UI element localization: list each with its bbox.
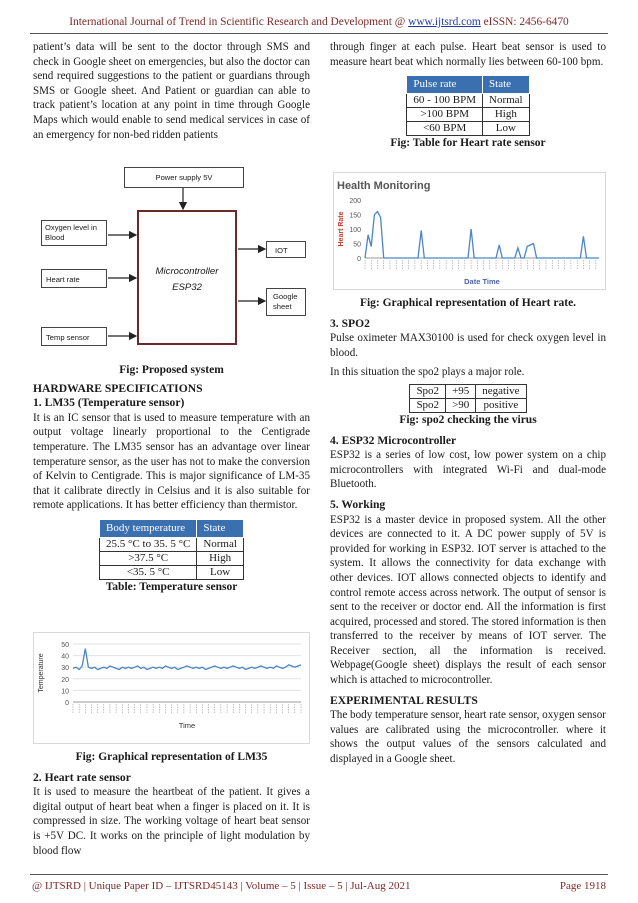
x-axis-label: Time — [178, 721, 196, 730]
lm35-chart-svg — [33, 632, 310, 744]
table-header-row — [100, 519, 244, 537]
y-tick-label: 50 — [61, 642, 69, 649]
table-cell: Spo2 — [410, 398, 446, 412]
table-cell: 60 - 100 BPM — [407, 93, 483, 107]
oxygen-box: Oxygen level in Blood — [41, 220, 107, 246]
heart-rate-chart-svg — [333, 172, 606, 290]
table-cell: Spo2 — [410, 384, 446, 398]
left-column-bottom — [33, 750, 310, 858]
y-tick-label: 200 — [349, 198, 361, 205]
table-cell: negative — [476, 384, 526, 398]
temperature-table — [99, 519, 244, 580]
spo2-paragraph-2: In this situation the spo2 plays a major role. — [330, 366, 525, 379]
y-axis-label: Heart Rate — [338, 211, 345, 247]
heart-rate-box: Heart rate — [41, 269, 107, 288]
spo2-heading: 3. SPO2 — [330, 316, 370, 330]
chart-frame — [34, 633, 310, 744]
lm35-chart — [33, 632, 310, 744]
working-paragraph: ESP32 is a master device in proposed system. All the other devices are connected to it. A DC power supply of 5V is provided for working in ESP32. IOT server is attached to the system. It allows the connectivity for data exchange with other devices. IOT allows connected objects to identify and control remote access across network. The output of sensor is sent to the receiver or doctor end. All the information is first acquired, processed and stored. The stored information is then transferred to the receiver by means of IOT server. The Receiver section, all the information is received. Webpage(Google sheet) displays the result of each sensor which is attached to microcontroller. — [330, 513, 606, 687]
x-axis-label: Date Time — [464, 277, 500, 286]
mcu-model-label: ESP32 — [172, 282, 202, 293]
page-footer — [32, 880, 606, 892]
table-row — [407, 121, 529, 135]
y-tick-label: 50 — [353, 241, 361, 249]
esp32-paragraph: ESP32 is a series of low cost, low power system on a chip microcontrollers with integrated Wi-Fi and dual-mode Bluetooth. — [330, 449, 606, 491]
chart-title: Health Monitoring — [337, 180, 431, 192]
temperature-table-caption: Table: Temperature sensor — [105, 580, 238, 593]
table-header-cell: State — [197, 519, 244, 537]
y-tick-label: 150 — [349, 212, 361, 220]
table-row — [407, 93, 529, 107]
table-header-cell: State — [483, 76, 530, 94]
right-column-lower — [330, 296, 606, 767]
heart-rate-continued: through finger at each pulse. Heart beat sensor is used to measure heart beat which normally lies between 60-100 bpm. — [330, 41, 606, 68]
table-cell: >100 BPM — [407, 107, 483, 121]
table-cell: High — [197, 551, 244, 565]
table-cell: <35. 5 °C — [100, 565, 197, 579]
pulse-table — [406, 75, 529, 136]
y-tick-label: 40 — [61, 653, 69, 661]
table-row — [410, 384, 526, 398]
y-tick-label: 20 — [61, 676, 69, 684]
fig-caption-heart-rate: Fig: Graphical representation of Heart rate. — [359, 297, 577, 309]
spo2-caption: Fig: spo2 checking the virus — [399, 413, 537, 426]
working-heading: 5. Working — [330, 497, 386, 511]
power-supply-box: Power supply 5V — [124, 167, 244, 188]
y-tick-label: 30 — [61, 665, 69, 673]
table-cell: +95 — [446, 384, 476, 398]
heart-rate-paragraph: It is used to measure the heartbeat of the patient. It gives a digital output of heart beat when a finger is placed on it. It is compressed in size. The working voltage of heart beat sensor is +5V DC. It works on the principle of light modulation by blood flow — [33, 786, 310, 857]
header-rule — [30, 33, 608, 34]
experimental-results-heading: EXPERIMENTAL RESULTS — [330, 693, 478, 707]
iot-box: IOT — [266, 241, 306, 258]
y-tick-label: 0 — [357, 256, 361, 263]
table-cell: positive — [476, 398, 526, 412]
lm35-paragraph: It is an IC sensor that is used to measure temperature with an output voltage linearly proportional to the Centigrade temperature. The LM35 sensor has an advantage over linear temperature sensor, as the user has not to make the conversion of Kelvin to Centigrade. This is major significance of LM-35 that it calibrate directly in Celsius and it is also suitable for remote applications. It has better efficiency than thermistor. — [33, 411, 310, 512]
table-cell: >37.5 °C — [100, 551, 197, 565]
spo2-table — [409, 384, 526, 413]
left-column — [33, 40, 310, 142]
fig-caption-system: Fig: Proposed system — [119, 364, 224, 376]
mcu-label: Microcontroller — [155, 266, 219, 277]
table-header-cell: Body temperature — [100, 519, 197, 537]
left-column-lower — [33, 363, 310, 594]
right-column — [330, 40, 606, 150]
table-cell: Normal — [483, 93, 530, 107]
footer-rule — [30, 874, 608, 875]
pulse-table-caption: Fig: Table for Heart rate sensor — [390, 136, 546, 149]
hardware-heading: HARDWARE SPECIFICATIONS — [33, 381, 203, 395]
experimental-results-paragraph: The body temperature sensor, heart rate sensor, oxygen sensor values are calibrated using the microcontroller. where it shows the output values of the sensors calculated and displayed in a Google sheet. — [330, 709, 606, 766]
table-cell: High — [483, 107, 530, 121]
table-cell: 25.5 °C to 35. 5 °C — [100, 537, 197, 551]
google-sheet-box: Google sheet — [266, 288, 306, 316]
y-tick-label: 100 — [349, 227, 361, 234]
esp32-heading: 4. ESP32 Microcontroller — [330, 433, 457, 447]
table-cell: Low — [197, 565, 244, 579]
table-row — [100, 537, 244, 551]
page-number: Page 1918 — [559, 880, 606, 892]
table-row — [410, 398, 526, 412]
table-row — [100, 565, 244, 579]
footer-info: @ IJTSRD | Unique Paper ID – IJTSRD45143 | Volume – 5 | Issue – 5 | Jul-Aug 2021 — [32, 880, 411, 892]
heart-rate-heading: 2. Heart rate sensor — [33, 770, 131, 784]
journal-link[interactable]: www.ijtsrd.com — [408, 16, 481, 28]
table-header-row — [407, 76, 529, 94]
system-block-diagram — [33, 165, 310, 360]
journal-header: International Journal of Trend in Scientific Research and Development @ www.ijtsrd.com eISSN: 2456-6470 — [69, 16, 569, 28]
table-row — [100, 551, 244, 565]
microcontroller-box — [137, 210, 237, 345]
table-header-cell: Pulse rate — [407, 76, 483, 94]
table-cell: Low — [483, 121, 530, 135]
table-row — [407, 107, 529, 121]
y-tick-label: 10 — [61, 688, 69, 696]
table-cell: >90 — [446, 398, 476, 412]
y-axis-label: Temperature — [38, 653, 45, 693]
table-cell: <60 BPM — [407, 121, 483, 135]
lm35-heading: 1. LM35 (Temperature sensor) — [33, 396, 185, 410]
heart-rate-chart — [333, 172, 606, 290]
fig-caption-lm35: Fig: Graphical representation of LM35 — [75, 751, 268, 763]
y-tick-label: 0 — [65, 700, 69, 707]
temp-sensor-box: Temp sensor — [41, 327, 107, 346]
intro-paragraph: patient’s data will be sent to the doctor through SMS and check in Google sheet on emergencies, but also the doctor can send required suggestions to the patient or guardians through SMS or Google sheet. And Patient or guardian can able to track patient’s location at any point in time through Google Maps which would enable to send medical services in case of an emergency for non-bed ridden patients — [33, 41, 310, 141]
spo2-paragraph-1: Pulse oximeter MAX30100 is used for check oxygen level in blood. — [330, 332, 606, 359]
table-cell: Normal — [197, 537, 244, 551]
